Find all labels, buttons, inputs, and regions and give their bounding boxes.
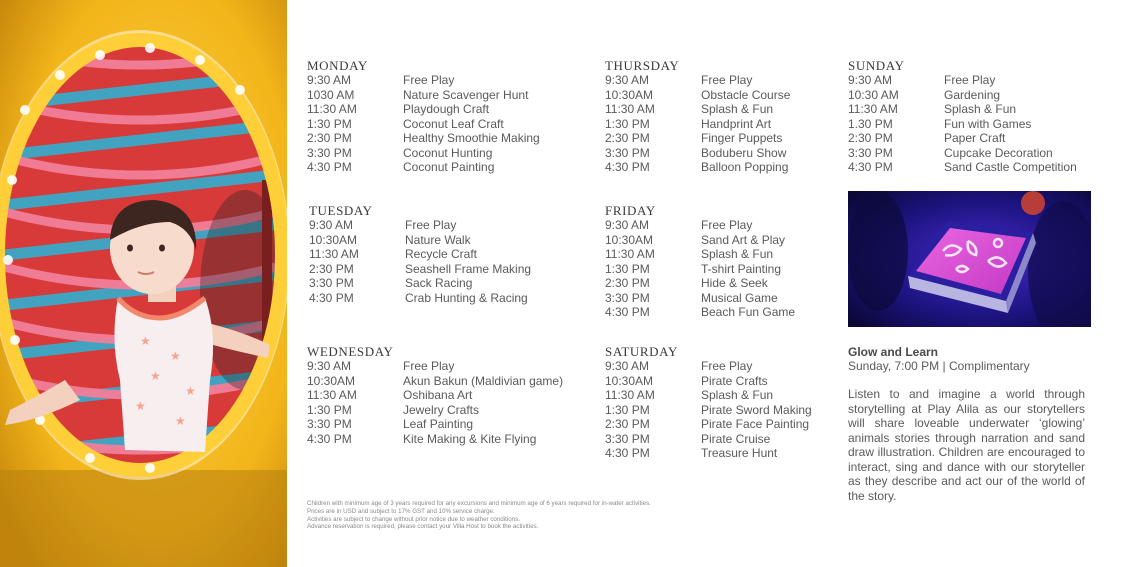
day-title: FRIDAY bbox=[605, 203, 656, 218]
schedule-row: 11:30 AM Playdough Craft bbox=[307, 102, 490, 116]
schedule-row: 2:30 PM Pirate Face Painting bbox=[605, 417, 810, 431]
schedule-row: 1:30 PM T-shirt Painting bbox=[605, 261, 782, 276]
schedule-row: 3:30 PM Boduberu Show bbox=[605, 145, 787, 160]
schedule-row: 10:30AM Sand Art & Play bbox=[605, 232, 786, 247]
schedule-row: 3:30 PM Cupcake Decoration bbox=[848, 145, 1053, 160]
schedule-row: 4:30 PM Crab Hunting & Racing bbox=[309, 290, 528, 305]
schedule-row: 11:30 AM Oshibana Art bbox=[307, 388, 473, 402]
schedule-row: 10:30AM Akun Bakun (Maldivian game) bbox=[307, 373, 564, 388]
schedule-row: 4:30 PM Treasure Hunt bbox=[605, 446, 778, 460]
schedule-row: 2:30 PM Finger Puppets bbox=[605, 131, 783, 145]
schedule-row: 4:30 PM Coconut Painting bbox=[307, 160, 495, 174]
schedule-row: 9:30 AM Free Play bbox=[605, 73, 753, 87]
svg-text:★: ★ bbox=[170, 349, 181, 363]
day-title: SUNDAY bbox=[848, 58, 905, 73]
fine-print-line: Prices are in USD and subject to 17% GST and 10% service charge. bbox=[307, 507, 495, 515]
schedule-row: 1030 AM Nature Scavenger Hunt bbox=[307, 87, 529, 102]
day-title: THURSDAY bbox=[605, 58, 680, 73]
day-tuesday bbox=[309, 203, 531, 305]
svg-text:★: ★ bbox=[140, 334, 151, 348]
schedule-row: 9:30 AM Free Play bbox=[307, 73, 455, 87]
day-monday bbox=[307, 58, 540, 175]
day-thursday bbox=[605, 58, 790, 175]
schedule-row: 10:30AM Nature Walk bbox=[309, 232, 471, 247]
schedule-row: 11:30 AM Splash & Fun bbox=[605, 247, 774, 261]
fine-print-line: Activities are subject to change without prior notice due to weather conditions. bbox=[307, 515, 520, 523]
glow-and-learn-schedule: Sunday, 7:00 PM | Complimentary bbox=[848, 359, 1030, 373]
schedule-row: 1:30 PM Pirate Sword Making bbox=[605, 402, 812, 417]
schedule-row: 11:30 AM Recycle Craft bbox=[309, 247, 478, 261]
kids-play-photo bbox=[0, 0, 287, 567]
schedule-row: 11:30 AM Splash & Fun bbox=[605, 388, 774, 402]
day-title: MONDAY bbox=[307, 58, 368, 73]
schedule-row: 10:30AM Pirate Crafts bbox=[605, 373, 768, 388]
fine-print-line: Advance reservation is required, please contact your Villa Host to book the activities. bbox=[307, 523, 539, 531]
schedule-row: 9:30 AM Free Play bbox=[309, 218, 457, 232]
day-saturday bbox=[605, 344, 812, 461]
schedule-row: 10:30AM Obstacle Course bbox=[605, 87, 791, 102]
schedule-row: 4:30 PM Balloon Popping bbox=[605, 160, 789, 174]
schedule-row: 10:30 AM Gardening bbox=[848, 87, 1001, 102]
schedule-row: 1:30 PM Handprint Art bbox=[605, 116, 772, 131]
day-title: SATURDAY bbox=[605, 344, 678, 359]
schedule-row: 2:30 PM Seashell Frame Making bbox=[309, 261, 532, 276]
fine-print bbox=[307, 500, 747, 531]
svg-text:★: ★ bbox=[135, 399, 146, 413]
glow-and-learn-photo bbox=[848, 191, 1091, 327]
schedule-row: 3:30 PM Musical Game bbox=[605, 290, 778, 305]
glow-and-learn-description: Listen to and imagine a world through storytelling at Play Alila as our storytellers will share loveable underwater ‘glowing’ animals stories through narration and sand draw illustration. Children are encouraged to interact, sing and dance with our storyteller as they describe and act our of the world of the story. bbox=[848, 387, 1085, 503]
schedule-row: 3:30 PM Pirate Cruise bbox=[605, 431, 771, 446]
day-friday bbox=[605, 203, 795, 320]
schedule-row: 1.30 PM Fun with Games bbox=[848, 116, 1032, 131]
day-wednesday bbox=[307, 344, 563, 446]
svg-text:★: ★ bbox=[185, 384, 196, 398]
schedule-row: 2:30 PM Paper Craft bbox=[848, 131, 1006, 145]
day-sunday bbox=[848, 58, 1077, 175]
schedule-row: 11:30 AM Splash & Fun bbox=[605, 102, 774, 116]
schedule-row: 3:30 PM Coconut Hunting bbox=[307, 145, 493, 160]
schedule-row: 2:30 PM Healthy Smoothie Making bbox=[307, 131, 540, 145]
schedule-row: 2:30 PM Hide & Seek bbox=[605, 276, 768, 290]
schedule-row: 11:30 AM Splash & Fun bbox=[848, 102, 1017, 116]
schedule-row: 1:30 PM Jewelry Crafts bbox=[307, 402, 480, 417]
schedule-row: 4:30 PM Kite Making & Kite Flying bbox=[307, 431, 537, 446]
fine-print-line: Children with minimum age of 3 years required for any excursions and minimum age of 6 years required for in-water activities. bbox=[307, 500, 651, 507]
schedule-row: 3:30 PM Sack Racing bbox=[309, 276, 473, 290]
day-title: WEDNESDAY bbox=[307, 344, 394, 359]
schedule-row: 1:30 PM Coconut Leaf Craft bbox=[307, 116, 504, 131]
schedule-row: 9:30 AM Free Play bbox=[605, 359, 753, 373]
schedule-row: 4:30 PM Beach Fun Game bbox=[605, 305, 796, 319]
day-title: TUESDAY bbox=[309, 203, 373, 218]
schedule-row: 9:30 AM Free Play bbox=[848, 73, 996, 87]
schedule-row: 4:30 PM Sand Castle Competition bbox=[848, 160, 1077, 174]
svg-text:★: ★ bbox=[150, 369, 161, 383]
svg-text:★: ★ bbox=[175, 414, 186, 428]
schedule-row: 9:30 AM Free Play bbox=[307, 359, 455, 373]
schedule-row: 9:30 AM Free Play bbox=[605, 218, 753, 232]
glow-and-learn-title: Glow and Learn bbox=[848, 345, 939, 359]
schedule-row: 3:30 PM Leaf Painting bbox=[307, 417, 474, 431]
